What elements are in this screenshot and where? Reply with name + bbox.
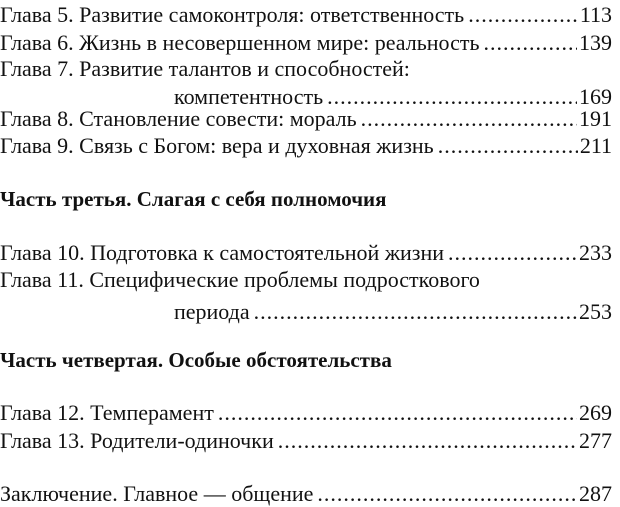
entry-title-line1: Глава 7. Развитие талантов и способностей: xyxy=(0,56,410,81)
page-number: 287 xyxy=(579,481,612,506)
entry-title: Глава 6. Жизнь в несовершенном мире: реальность xyxy=(0,30,480,55)
dot-leader xyxy=(448,240,577,266)
toc-entry-chapter-7[interactable] xyxy=(0,56,612,110)
dot-leader xyxy=(218,400,577,426)
dot-leader xyxy=(361,106,577,132)
page-number: 233 xyxy=(579,240,612,265)
dot-leader xyxy=(483,30,577,56)
dot-leader xyxy=(254,299,577,325)
page-number: 211 xyxy=(579,133,612,158)
toc-entry-chapter-12[interactable] xyxy=(0,400,612,426)
page-number: 191 xyxy=(579,106,612,131)
entry-title: Глава 9. Связь с Богом: вера и духовная жизнь xyxy=(0,133,434,158)
dot-leader xyxy=(278,428,577,454)
dot-leader xyxy=(317,481,577,507)
page-number: 113 xyxy=(579,2,612,27)
entry-title-line1: Глава 11. Специфические проблемы подросткового xyxy=(0,267,480,292)
toc-entry-chapter-10[interactable] xyxy=(0,240,612,266)
entry-title: Глава 8. Становление совести: мораль xyxy=(0,106,357,131)
toc-entry-chapter-9[interactable] xyxy=(0,133,612,159)
toc-entry-chapter-5[interactable] xyxy=(0,2,612,28)
toc-entry-conclusion[interactable] xyxy=(0,481,612,507)
entry-title: Глава 12. Темперамент xyxy=(0,400,214,425)
page-number: 277 xyxy=(579,428,612,453)
toc-entry-chapter-11[interactable] xyxy=(0,267,612,325)
page-number: 139 xyxy=(579,30,612,55)
entry-title: Глава 13. Родители-одиночки xyxy=(0,428,274,453)
entry-title-line2: компетентность xyxy=(174,84,324,109)
toc-entry-chapter-6[interactable] xyxy=(0,30,612,56)
page-number: 269 xyxy=(579,400,612,425)
dot-leader xyxy=(468,2,578,28)
page-number: 169 xyxy=(579,84,612,109)
part-three-heading: Часть третья. Слагая с себя полномочия xyxy=(0,187,387,211)
entry-title: Глава 5. Развитие самоконтроля: ответственность xyxy=(0,2,465,27)
entry-title: Глава 10. Подготовка к самостоятельной жизни xyxy=(0,240,445,265)
part-four-heading: Часть четвертая. Особые обстоятельства xyxy=(0,348,392,372)
entry-title: Заключение. Главное — общение xyxy=(0,481,314,506)
toc-entry-chapter-13[interactable] xyxy=(0,428,612,454)
toc-entry-chapter-8[interactable] xyxy=(0,106,612,132)
dot-leader xyxy=(438,133,578,159)
entry-title-line2: периода xyxy=(174,299,250,324)
page-number: 253 xyxy=(579,299,612,324)
